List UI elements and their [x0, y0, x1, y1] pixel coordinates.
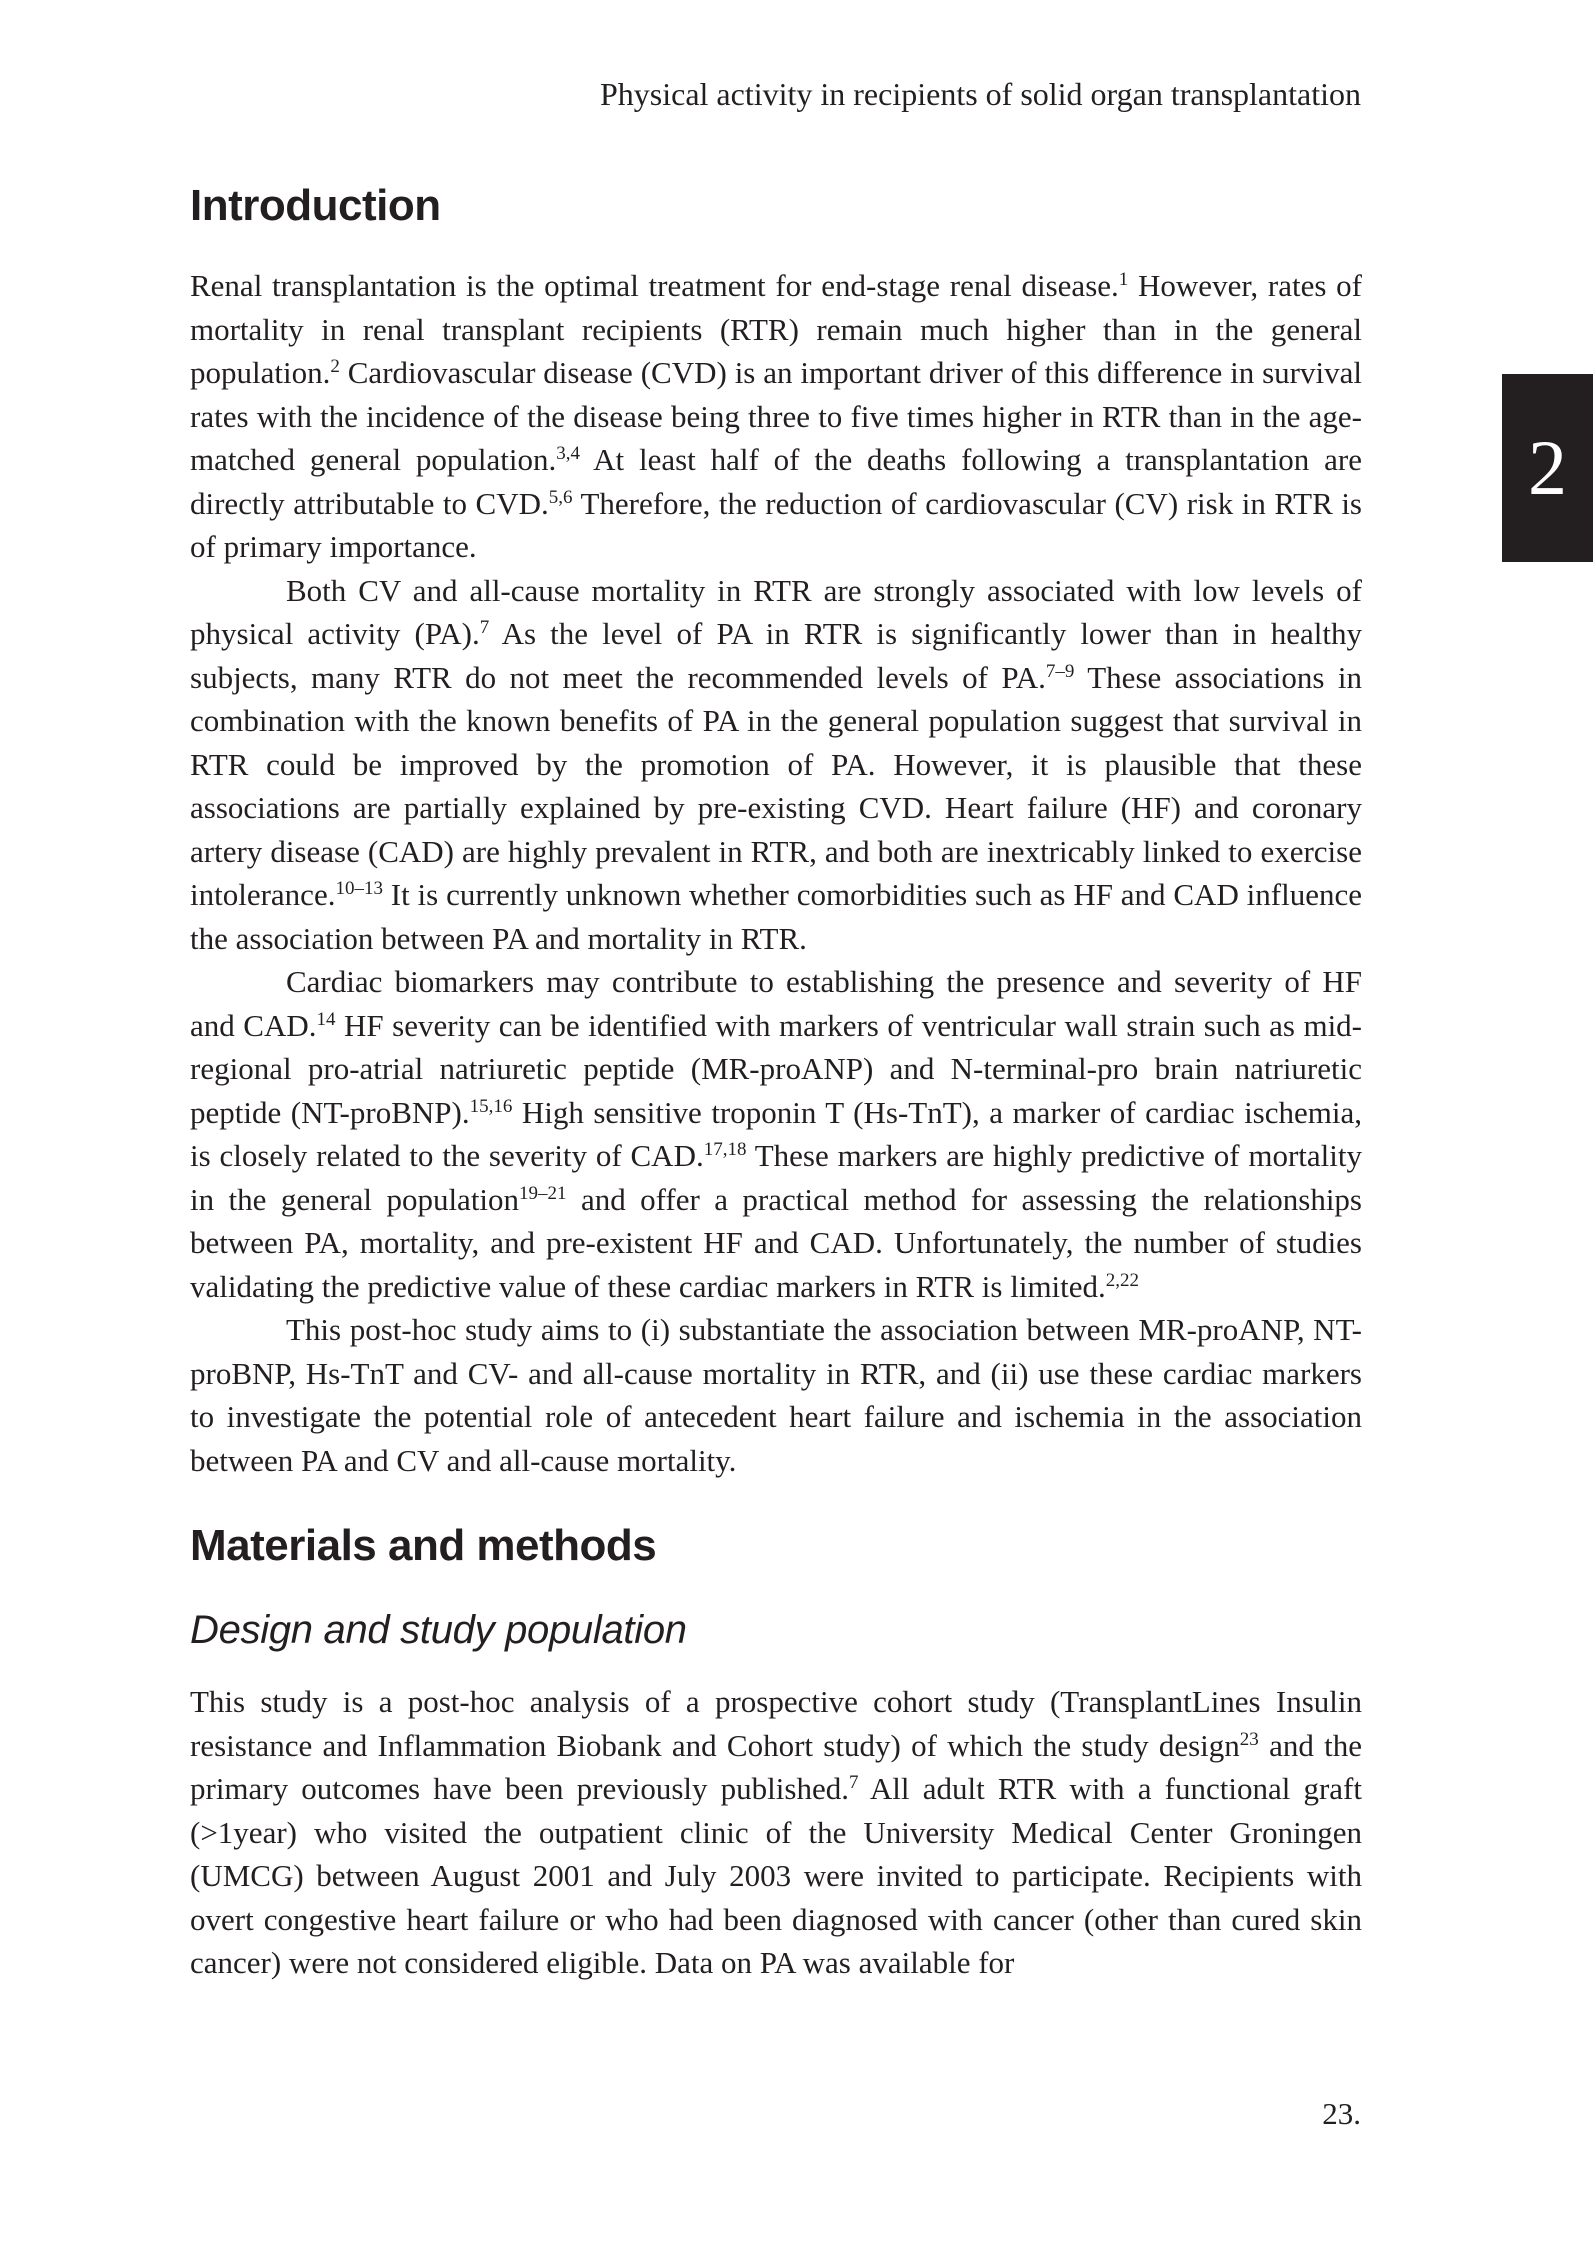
article-body — [190, 178, 1362, 1985]
citation: 17,18 — [703, 1139, 747, 1160]
chapter-number: 2 — [1528, 424, 1567, 511]
citation: 5,6 — [548, 486, 573, 508]
page-number: 23. — [1322, 2096, 1361, 2131]
citation: 14 — [316, 1008, 336, 1030]
citation: 19–21 — [519, 1182, 567, 1204]
methods-heading: Materials and methods — [190, 1521, 657, 1570]
citation: 2,22 — [1105, 1269, 1140, 1291]
citation: 15,16 — [469, 1095, 513, 1117]
citation: 23 — [1239, 1728, 1259, 1750]
citation: 10–13 — [335, 878, 383, 899]
introduction-paragraph-3: Cardiac biomarkers may contribute to establishing the presence and severity of HF and CAD.$^{14}$ HF severity can be identified with markers of ventricular wall strain such as mid-regional pro-atrial natriuretic peptide (MR-proANP) and N-terminal-pro brain natriuretic peptide (NT-proBNP).$^{15,16}$ High sensitive troponin T (Hs-TnT), a marker of cardiac ischemia, is closely related to the severity of CAD.$^{17,18}$ These markers are highly predictive of mortality in the general population$^{19-21}$ and offer a practical method for assessing the relationships between PA, mortality, and pre-existent HF and CAD. Unfortunately, the number of studies validating the predictive value of these cardiac markers in RTR is limited.$^{2,22}$ — [190, 964, 1363, 1304]
citation: 2 — [330, 356, 340, 377]
citation: 7 — [848, 1772, 859, 1793]
design-subheading: Design and study population — [190, 1608, 687, 1652]
chapter-tab — [1502, 374, 1593, 562]
running-head: Physical activity in recipients of solid organ transplantation — [599, 76, 1361, 112]
introduction-paragraph-4: This post-hoc study aims to (i) substantiate the association between MR-proANP, NT-proBNP, Hs-TnT and CV- and all-cause mortality in RTR, and (ii) use these cardiac markers to investigate the potential role of antecedent heart failure and ischemia in the association between PA and CV and all-cause mortality. — [190, 1312, 1362, 1478]
citation: 7–9 — [1045, 660, 1075, 682]
introduction-paragraph-2: Both CV and all-cause mortality in RTR are strongly associated with low levels of physical activity (PA).$^7$ As the level of PA in RTR is significantly lower than in healthy subjects, many RTR do not meet the recommended levels of PA.$^{7-9}$ These associations in combination with the known benefits of PA in the general population suggest that survival in RTR could be improved by the promotion of PA. However, it is plausible that these associations are partially explained by pre-existing CVD. Heart failure (HF) and coronary artery disease (CAD) are highly prevalent in RTR, and both are inextricably linked to exercise intolerance.$^{10-13}$ It is currently unknown whether comorbidities such as HF and CAD influence the association between PA and mortality in RTR. — [190, 572, 1362, 956]
introduction-paragraph-1: Renal transplantation is the optimal treatment for end-stage renal disease.$^1$ However, rates of mortality in renal transplant recipients (RTR) remain much higher than in the general population.$^2$ Cardiovascular disease (CVD) is an important driver of this difference in survival rates with the incidence of the disease being three to five times higher in RTR than in the age-matched general population.$^{3,4}$ At least half of the deaths following a transplantation are directly attributable to CVD.$^{5,6}$ Therefore, the reduction of cardiovascular (CV) risk in RTR is of primary importance. — [190, 268, 1363, 564]
citation: 3,4 — [556, 443, 580, 464]
introduction-heading: Introduction — [190, 181, 441, 230]
methods-paragraph-1: This study is a post-hoc analysis of a prospective cohort study (TransplantLines Insulin resistance and Inflammation Biobank and Cohort study) of which the study design$^{23}$ and the primary outcomes have been previously published.$^7$ All adult RTR with a functional graft (>1year) who visited the outpatient clinic of the University Medical Center Groningen (UMCG) between August 2001 and July 2003 were invited to participate. Recipients with overt congestive heart failure or who had been diagnosed with cancer (other than cured skin cancer) were not considered eligible. Data on PA was available for — [190, 1684, 1362, 1980]
citation: 7 — [479, 617, 490, 638]
citation: 1 — [1118, 269, 1129, 290]
